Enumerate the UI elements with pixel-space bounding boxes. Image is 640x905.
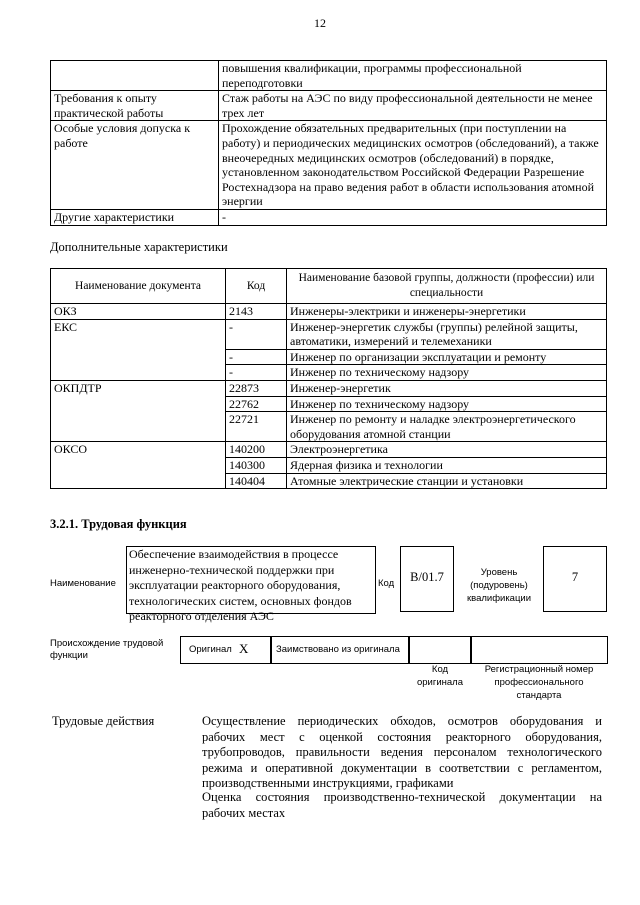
row-value: Стаж работы на АЭС по виду профессиональной деятельности не менее трех лет [219, 91, 607, 121]
section-title: 3.2.1. Трудовая функция [50, 517, 187, 531]
code-cell: 140200 [226, 442, 287, 458]
additional-title: Дополнительные характеристики [50, 240, 228, 254]
name-cell: Инженер по техническому надзору [287, 396, 607, 412]
doc-cell: ОКСО [51, 442, 226, 489]
code-cell: - [226, 319, 287, 349]
header-name: Наименование базовой группы, должности (профессии) или специальности [287, 269, 607, 304]
row-label [51, 61, 219, 91]
table-header-row [51, 269, 607, 304]
code-cell: - [226, 365, 287, 381]
table-row [51, 304, 607, 320]
code-cell: 2143 [226, 304, 287, 320]
page-number: 12 [314, 16, 326, 30]
name-cell: Инженер по ремонту и наладке электроэнергетического оборудования атомной станции [287, 412, 607, 442]
qualification-table [50, 60, 607, 226]
table-row [51, 91, 607, 121]
reg-number-cell [470, 636, 608, 664]
code-cell: 22762 [226, 396, 287, 412]
borrowed-cell [270, 636, 410, 664]
function-code: B/01.7 [410, 570, 444, 584]
code-label: Код [378, 578, 395, 589]
name-label: Наименование [50, 578, 116, 589]
code-cell: 22873 [226, 380, 287, 396]
code-cell: 22721 [226, 412, 287, 442]
action-item: Осуществление периодических обходов, осмотров оборудования и рабочих мест с оценкой состояния реакторного оборудования, трубопроводов, правильности ведения персоналом технологического режима и оперативной документации в соответствии с регламентом, производственными инструкциями, графиками [202, 714, 602, 791]
level-value: 7 [571, 570, 579, 584]
function-name: Обеспечение взаимодействия в процессе инженерно-технической поддержки при эксплуатации реакторного оборудования, технологических систем, основных фондов реакторного отделения АЭС [129, 547, 352, 624]
borrowed-label: Заимствовано из оригинала [276, 644, 400, 655]
doc-cell: ОКПДТР [51, 380, 226, 441]
name-cell: Инженер-энергетик службы (группы) релейной защиты, автоматики, измерений и телемеханики [287, 319, 607, 349]
table-row [51, 209, 607, 225]
level-label: Уровень (подуровень) квалификации [466, 567, 532, 604]
name-cell: Атомные электрические станции и установки [287, 473, 607, 489]
table-row [51, 121, 607, 210]
level-box [543, 546, 607, 612]
code-box [400, 546, 454, 612]
row-value: Прохождение обязательных предварительных (при поступлении на работу) и периодических медицинских осмотров (обследований), а также внеочередных медицинских осмотров (обследований) в порядке, установленном законодательством Российской Федерации Разрешение Ростехнадзора на право ведения работ в области использования атомной энергии [219, 121, 607, 210]
row-label: Другие характеристики [51, 209, 219, 225]
table-row [51, 319, 607, 349]
row-label: Требования к опыту практической работы [51, 91, 219, 121]
row-value: - [219, 209, 607, 225]
header-doc: Наименование документа [51, 269, 226, 304]
code-cell: - [226, 349, 287, 365]
name-cell: Инженер по техническому надзору [287, 365, 607, 381]
table-row [51, 61, 607, 91]
original-mark: X [239, 641, 249, 656]
additional-table [50, 268, 607, 489]
origin-code-cell [408, 636, 472, 664]
row-label: Особые условия допуска к работе [51, 121, 219, 210]
doc-cell: ОКЗ [51, 304, 226, 320]
table-row [51, 442, 607, 458]
code-cell: 140300 [226, 457, 287, 473]
name-cell: Инженеры-электрики и инженеры-энергетики [287, 304, 607, 320]
name-cell: Инженер по организации эксплуатации и ремонту [287, 349, 607, 365]
actions-label: Трудовые действия [52, 714, 155, 728]
action-item: Оценка состояния производственно-технической документации на рабочих местах [202, 790, 602, 820]
reg-caption: Регистрационный номер профессионального стандарта [484, 664, 594, 701]
header-code: Код [226, 269, 287, 304]
name-cell: Инженер-энергетик [287, 380, 607, 396]
table-row [51, 380, 607, 396]
name-cell: Ядерная физика и технологии [287, 457, 607, 473]
row-value: повышения квалификации, программы профессиональной переподготовки [219, 61, 607, 91]
original-cell [180, 636, 272, 664]
origin-label: Происхождение трудовой функции [50, 638, 164, 661]
code-caption: Код оригинала [416, 664, 463, 688]
name-cell: Электроэнергетика [287, 442, 607, 458]
code-cell: 140404 [226, 473, 287, 489]
original-label: Оригинал [189, 644, 232, 655]
function-name-box [126, 546, 376, 624]
doc-cell: ЕКС [51, 319, 226, 380]
